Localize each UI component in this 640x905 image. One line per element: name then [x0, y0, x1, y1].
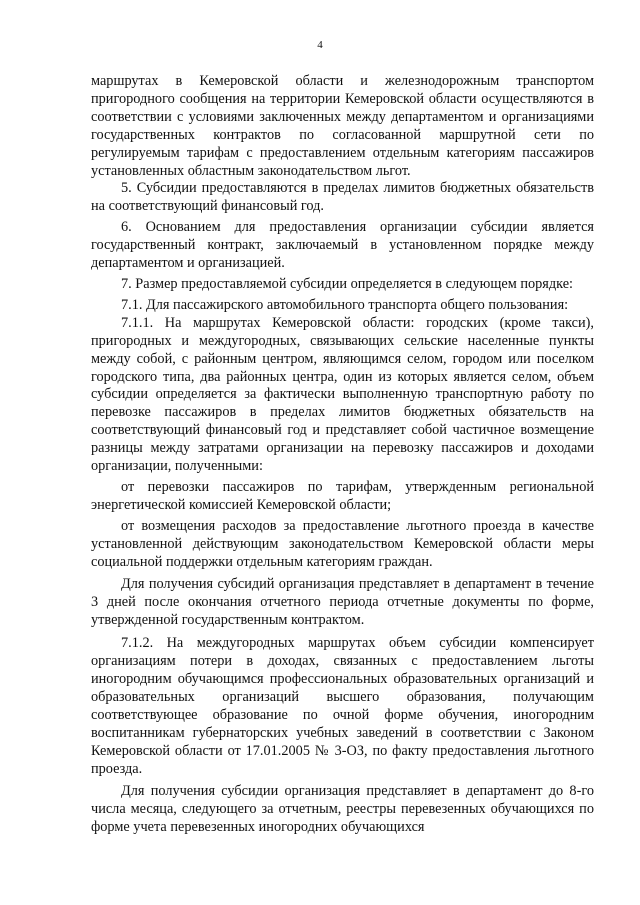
paragraph-7: 7. Размер предоставляемой субсидии определяется в следующем порядке:: [121, 275, 574, 292]
paragraph-student-registers: Для получения субсидии организация представляет в департамент до 8-го числа месяца, следующего за отчетным, реестры перевезенных обучающихся по форме учета перевезенных иногородних обучающихся: [91, 783, 594, 836]
paragraph-continuation: маршрутах в Кемеровской области и железнодорожным транспортом пригородного сообщения на территории Кемеровской области осуществляются в соответствии с условиями заключенных между департаментом и организациями государственных контрактов по согласованной маршрутной сети по регулируемым тарифам с предоставлением отдельным категориям пассажиров установленных областным законодательством льгот.: [91, 73, 594, 179]
paragraph-tariff-revenue: от перевозки пассажиров по тарифам, утвержденным региональной энергетической комиссией Кемеровской области;: [91, 478, 594, 513]
paragraph-7-1-2: 7.1.2. На междугородных маршрутах объем субсидии компенсирует организациям потери в доходах, связанных с предоставлением льготы иногородним обучающимся профессиональных образовательных организаций и образовательных организаций высшего образования, получающим соответствующее образование по очной форме обучения, иногородним воспитанникам губернаторских учебных заведений в соответствии с Законом Кемеровской области от 17.01.2005 № 3-ОЗ, по факту предоставления льготного проезда.: [91, 635, 594, 777]
document-body: [91, 73, 594, 837]
paragraph-7-1-1: 7.1.1. На маршрутах Кемеровской области: городских (кроме такси), пригородных и междугородных, связывающих сельские населенные пункты между собой, с районным центром, являющимся селом, городом или поселком городского типа, два районных центра, один из которых является селом, объем субсидии определяется за фактически выполненную транспортную работу по перевозке пассажиров в пределах лимитов бюджетных обязательств на соответствующий финансовый год и представляет собой частичное возмещение разницы между затратами организации на перевозку пассажиров и доходами организации, полученными:: [91, 314, 594, 475]
page-number: 4: [317, 39, 323, 51]
paragraph-5: 5. Субсидии предоставляются в пределах лимитов бюджетных обязательств на соответствующий финансовый год.: [91, 180, 594, 215]
paragraph-benefit-compensation: от возмещения расходов за предоставление льготного проезда в качестве установленной действующим законодательством Кемеровской области меры социальной поддержки отдельным категориям граждан.: [91, 517, 594, 570]
paragraph-reporting: Для получения субсидий организация представляет в департамент в течение 3 дней после окончания отчетного периода отчетные документы по форме, утвержденной государственным контрактом.: [91, 576, 594, 629]
paragraph-7-1: 7.1. Для пассажирского автомобильного транспорта общего пользования:: [121, 296, 569, 313]
paragraph-6: 6. Основанием для предоставления организации субсидии является государственный контракт, заключаемый в установленном порядке между департаментом и организацией.: [91, 219, 594, 272]
